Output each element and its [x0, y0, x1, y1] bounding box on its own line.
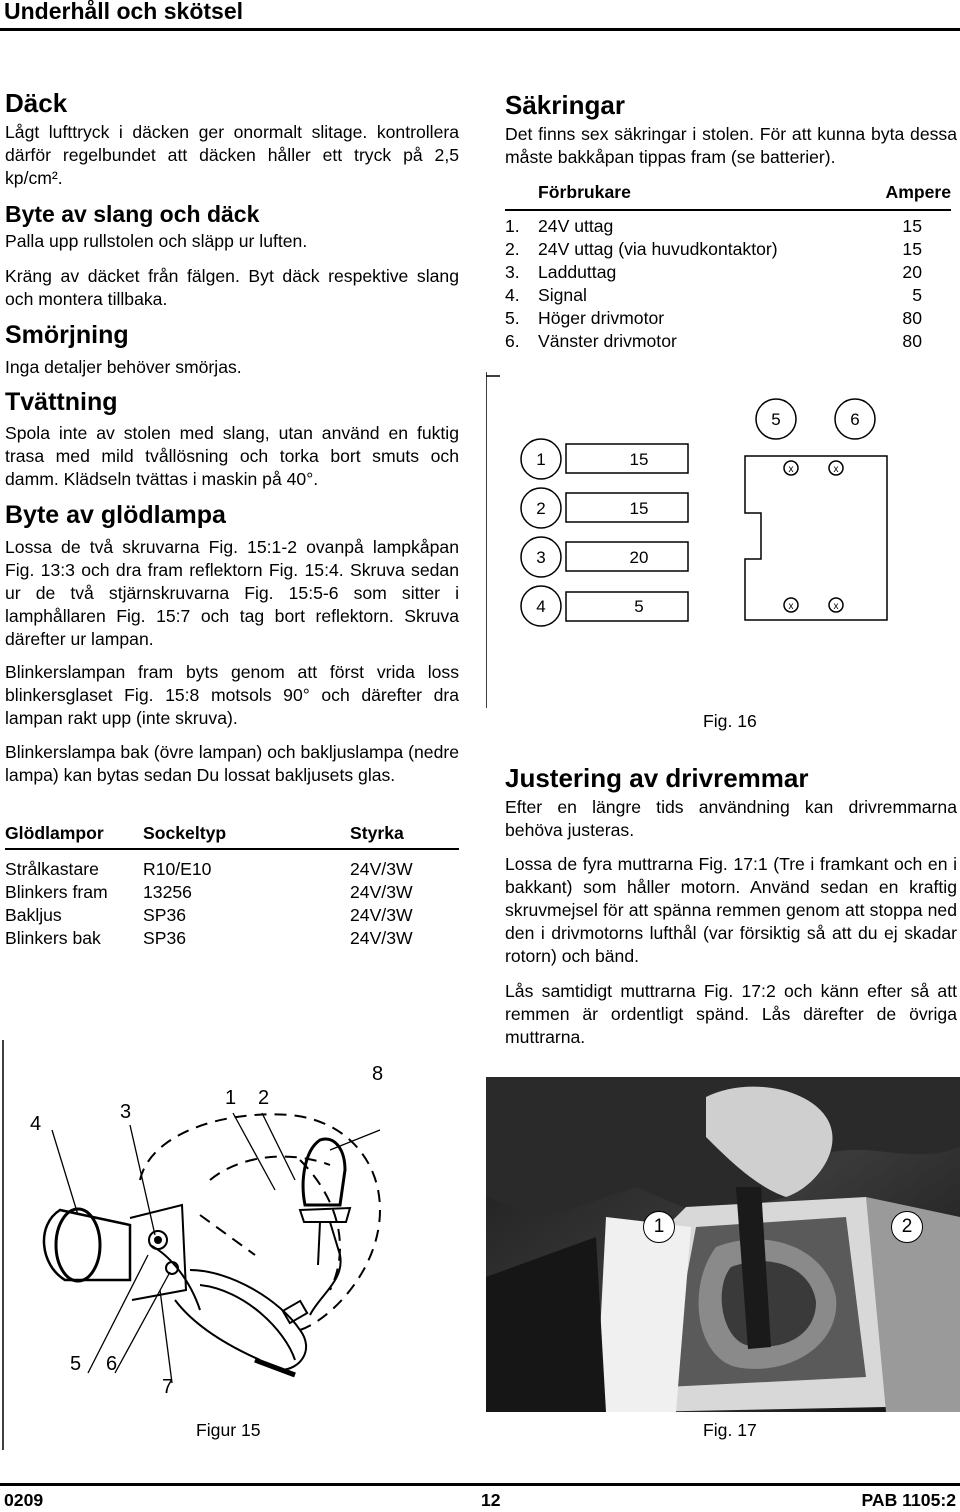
- fig16-fuse-number: 2: [536, 499, 546, 518]
- header-rule: [0, 28, 960, 31]
- tvattning-body: Spola inte av stolen med slang, utan använd en fuktig trasa med mild tvållösning och torka bort smuts och damm. Klädseln tvättas i maskin på 40°.: [5, 423, 459, 489]
- table-row: [505, 215, 951, 238]
- fig16-mark: x: [788, 464, 794, 475]
- fig16-big-fuse-number: 5: [771, 410, 781, 429]
- lamp-table: [5, 822, 459, 950]
- table-row: [505, 238, 951, 261]
- fig16-mark: x: [833, 601, 839, 612]
- fuse-consumer: 24V uttag: [538, 215, 614, 236]
- lamp-cell: 13256: [143, 881, 192, 902]
- fig17-label-2: 2: [891, 1211, 923, 1243]
- glodlampa-paragraph-1: Lossa de två skruvarna Fig. 15:1-2 ovanpå lampkåpan Fig. 13:3 och dra fram reflektorn Fig. 15:4. Skruva sedan ur de två stjärnskruvarna Fig. 15:5-6 som sitter i lamphållaren Fig. 15:7 och tag bort reflektorn. Skruva därefter ur lampan.: [5, 537, 459, 649]
- fuse-header-forbrukare: Förbrukare: [538, 182, 631, 202]
- fuse-number: 6.: [505, 330, 520, 351]
- lamp-cell: 24V/3W: [350, 858, 413, 879]
- fuse-consumer: Vänster drivmotor: [538, 330, 677, 351]
- fuse-number: 4.: [505, 284, 520, 305]
- section-title-sakringar: Säkringar: [505, 90, 625, 120]
- lamp-cell: Strålkastare: [5, 858, 99, 879]
- fuse-table-rule: [505, 209, 951, 211]
- sakringar-body: Det finns sex säkringar i stolen. För att kunna byta dessa måste bakkåpan tippas fram (se batterier).: [505, 124, 957, 167]
- fuse-table: [505, 181, 951, 353]
- fuse-ampere: 15: [902, 215, 922, 236]
- table-row: [505, 307, 951, 330]
- fig16-fuse-ampere: 15: [629, 499, 649, 518]
- fig15-label-8: 8: [372, 1063, 384, 1085]
- fig15-label-3: 3: [120, 1101, 132, 1123]
- lamp-header-sockeltyp: Sockeltyp: [143, 823, 227, 843]
- fuse-number: 2.: [505, 238, 520, 259]
- figure-15-lamp-drawing: [0, 1040, 480, 1450]
- fig15-label-6: 6: [106, 1353, 118, 1375]
- dack-body: Lågt lufttryck i däcken ger onormalt slitage. kontrollera därför regelbundet att däcken håller ett tryck på 2,5 kp/cm².: [5, 122, 459, 188]
- fuse-ampere: 15: [902, 238, 922, 259]
- fuse-number: 1.: [505, 215, 520, 236]
- fuse-ampere: 5: [912, 284, 922, 305]
- section-title-smorjning: Smörjning: [5, 321, 129, 349]
- table-row: [5, 881, 459, 904]
- table-row: [5, 858, 459, 881]
- fuse-consumer: 24V uttag (via huvudkontaktor): [538, 238, 778, 259]
- justering-paragraph-3: Lås samtidigt muttrarna Fig. 17:2 och känn efter så att remmen är ordentligt spänd. Lås därefter de övriga muttrarna.: [505, 981, 957, 1047]
- lamp-cell: Blinkers bak: [5, 927, 101, 948]
- fig16-fuse-ampere: 20: [629, 548, 649, 567]
- slang-paragraph-2: Kräng av däcket från fälgen. Byt däck respektive slang och montera tillbaka.: [5, 266, 459, 309]
- figure-15-caption: Figur 15: [196, 1420, 261, 1440]
- fuse-number: 3.: [505, 261, 520, 282]
- fuse-ampere: 20: [902, 261, 922, 282]
- justering-paragraph-1: Efter en längre tids användning kan drivremmarna behöva justeras.: [505, 797, 957, 840]
- fig16-fuse-number: 3: [536, 548, 546, 567]
- lamp-cell: Blinkers fram: [5, 881, 108, 902]
- lamp-header-styrka: Styrka: [350, 823, 404, 843]
- lamp-table-header: [5, 822, 459, 845]
- table-row: [505, 330, 951, 353]
- footer-document-code: PAB 1105:2: [861, 1490, 956, 1510]
- fig16-fuse-number: 4: [536, 597, 546, 616]
- fuse-ampere: 80: [902, 330, 922, 351]
- fig16-mark: x: [833, 464, 839, 475]
- fuse-number: 5.: [505, 307, 520, 328]
- fig16-fuse-ampere: 15: [629, 450, 649, 469]
- fig16-fuse-ampere: 5: [634, 597, 644, 616]
- lamp-cell: 24V/3W: [350, 881, 413, 902]
- section-title-justering: Justering av drivremmar: [505, 763, 809, 793]
- lamp-cell: Bakljus: [5, 904, 62, 925]
- glodlampa-paragraph-2: Blinkerslampan fram byts genom att först vrida loss blinkersglaset Fig. 15:8 motsols 90° och därefter dra lampan rakt upp (inte skruva).: [5, 662, 459, 728]
- slang-paragraph-1: Palla upp rullstolen och släpp ur luften.: [5, 231, 308, 251]
- fuse-ampere: 80: [902, 307, 922, 328]
- section-title-slang: Byte av slang och däck: [5, 201, 260, 227]
- fig17-label-1: 1: [643, 1211, 675, 1243]
- lamp-cell: 24V/3W: [350, 927, 413, 948]
- fig16-mark: x: [788, 601, 794, 612]
- section-title-dack: Däck: [5, 88, 68, 118]
- figure-17-photo: [486, 1077, 960, 1412]
- figure-17-caption: Fig. 17: [703, 1420, 757, 1440]
- smorjning-body: Inga detaljer behöver smörjas.: [5, 357, 242, 377]
- fig16-big-fuse-number: 6: [850, 410, 860, 429]
- lamp-table-rule: [5, 848, 459, 850]
- footer-rule: [0, 1483, 960, 1486]
- fig15-label-5: 5: [70, 1353, 82, 1375]
- lamp-header-glodlampor: Glödlampor: [5, 823, 104, 843]
- lamp-cell: SP36: [143, 904, 187, 925]
- lamp-cell: 24V/3W: [350, 904, 413, 925]
- justering-paragraph-2: Lossa de fyra muttrarna Fig. 17:1 (Tre i framkant och en i bakkant) som håller motorn. Använd sedan en kraftig skruvmejsel för att spänna remmen genom att stoppa ned den i drivmotorns lufthål (var försiktig så att du ej skadar rotorn) och bänd.: [505, 854, 957, 966]
- lamp-cell: SP36: [143, 927, 187, 948]
- table-row: [5, 927, 459, 950]
- page-header-title: Underhåll och skötsel: [4, 0, 244, 24]
- fuse-consumer: Höger drivmotor: [538, 307, 665, 328]
- section-title-tvattning: Tvättning: [5, 388, 118, 416]
- fig15-label-4: 4: [30, 1113, 42, 1135]
- fuse-consumer: Ladduttag: [538, 261, 617, 282]
- table-row: [5, 904, 459, 927]
- table-row: [505, 261, 951, 284]
- fuse-header-ampere: Ampere: [885, 182, 951, 202]
- fig16-fuse-number: 1: [536, 450, 546, 469]
- figure-16-caption: Fig. 16: [703, 711, 757, 731]
- fuse-table-header: [505, 181, 951, 204]
- glodlampa-paragraph-3: Blinkerslampa bak (övre lampan) och bakljuslampa (nedre lampa) kan bytas sedan Du lossat bakljusets glas.: [5, 742, 459, 785]
- lamp-cell: R10/E10: [143, 858, 212, 879]
- figure-16-fuse-diagram: [486, 372, 960, 708]
- fig15-label-1: 1: [225, 1087, 237, 1109]
- section-title-glodlampa: Byte av glödlampa: [5, 501, 226, 529]
- footer-page-number: 12: [481, 1490, 501, 1510]
- table-row: [505, 284, 951, 307]
- fig15-label-7: 7: [162, 1376, 174, 1398]
- fig15-label-2: 2: [258, 1087, 270, 1109]
- footer-date: 0209: [4, 1490, 44, 1510]
- fuse-consumer: Signal: [538, 284, 587, 305]
